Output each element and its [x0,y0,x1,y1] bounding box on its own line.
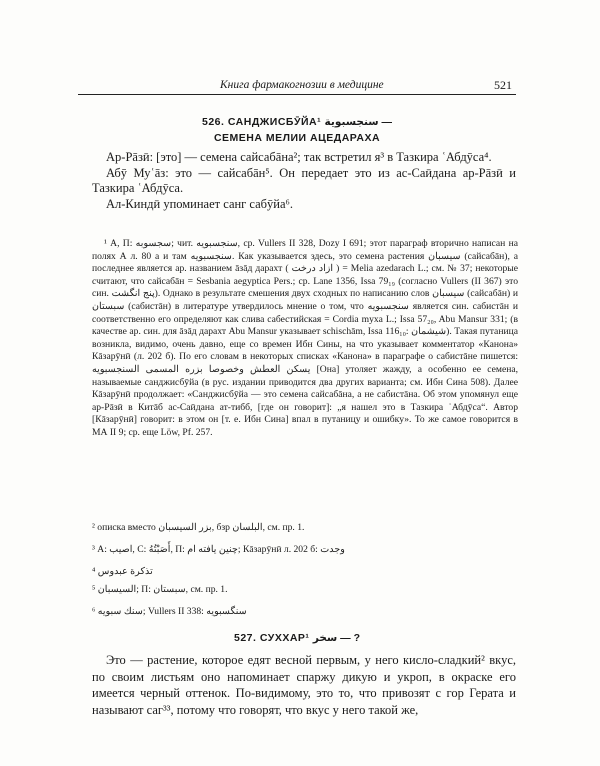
entry-526-body [92,150,516,212]
footnote-text: ² описка вместо بزر السيسبان, бзр البلسان, см. пр. 1. [92,522,305,533]
footnote-6 [92,606,518,619]
paragraph: Ал-Киндӣ упоминает санг сабӯйа⁶. [106,196,294,211]
entry-526-subheading: СЕМЕНА МЕЛИИ АЦЕДАРАХА [213,132,381,144]
footnote-3 [92,544,518,557]
footnote-text: ⁶ سنك سبويه; Vullers II 338: سنگسبويه [92,606,247,617]
page-number: 521 [494,78,512,92]
entry-527-heading: 527. СУХХАР¹ سخر — ? [233,632,361,644]
footnote-text: ³ А: اصيب, С: أَصَبْتُهُ, П: چنين يافته ام; Кāзарӯнӣ л. 202 б: وجدت [92,544,345,555]
footnote-text: ¹ А, П: سجسوبه; чит. سنجسبويه, ср. Vullers II 328, Dozy I 691; этот параграф вторично написан на полях А л. 80 а и там سنجسبويه. Как указывается здесь, это семена растения سيسبان (сайсабāн), а последнее является ар. названием āзāд дарахт ( ازاد درخت ) = Melia azedarach L.; см. № 37; некоторые считают, что сайсабāн = Sesbania aegyptica Pers.; ср. Lane 1356, Issa 79₁₉ (согласно Vullers (II 367) это син. پنج انگشت). Однако в результате смешения двух сходных по написанию слов سيسبان (сайсабāн) и سبستان (сабистāн) в литературе утвердилось мнение о том, что سنجسبويه является син. сабистāн и соответственно его определяют как слива сабестийская = Cordia myxa L.; Issa 57₂₀, Abu Mansur 331; (в качестве ар. син. для āзāд дарахт Abu Mansur указывает schischām, Issa 116₁₀: شيشمان). Такая путаница возникла, видимо, очень давно, еще со времен Ибн Сины, на что указывает комментатор «Канона» Кāзарӯнӣ (л. 202 б). По его словам в некоторых списках «Канона» в параграфе о сабистāне пишется: يسكن العطش وخصوصا بزره المسمى السنجسبويه [Она] утоляет жажду, а особенно ее семена, называемые санджисбӯйа (в рус. издании приводится два других варианта; см. Ибн Сина 508). Далее Кāзарӯнӣ продолжает: «Санджисбӯйа — это семена сайсабāна, а не сабистāна. Об этом упомянул еще ар-Рāзӣ в Китāб ас-Саӣдана ат-тибб, [где он говорит]: „я нашел это в Тазкира ʿАбдӯса“. Автор [Кāзарӯнӣ] говорит: в этом он [т. е. Ибн Сина] впал в путаницу и ошибку». То же самое говорится в МА II 9; ср. еще Löw, Pf. 257. [92,238,518,438]
running-header [78,78,516,95]
entry-527-body [92,652,516,718]
footnote-4 [92,566,518,579]
footnote-text: ⁴ تذكرة عبدوس [92,566,153,577]
paragraph: Абӯ Муʿāз: это — сайсабāн⁵. Он передает это из ас-Саӣдана ар-Рāзӣ и Тазкира ʿАбдӯса. [92,165,516,195]
footnote-text: ⁵ السيسبان; П: سبستان, см. пр. 1. [92,584,228,595]
entry-526-heading: 526. САНДЖИСБӮЙА¹ سنجسبوية — [201,116,393,128]
footnote-5 [92,584,518,597]
footnote-1 [92,238,518,440]
running-title: Книга фармакогнозии в медицине [220,79,384,91]
paragraph: Это — растение, которое едят весной первым, у него кисло-сладкий² вкус, по своим листьям оно напоминает спаржу дикую и укроп, в окраске его имеется черный оттенок. По-видимому, это то, что привозят с гор Герата и называют саг³³, потому что говорят, что вкус у него такой же, [92,653,516,717]
paragraph: Ар-Рāзӣ: [это] — семена сайсабāна²; так встретил я³ в Тазкира ʿАбдӯса⁴. [106,150,492,164]
footnote-2 [92,522,518,535]
